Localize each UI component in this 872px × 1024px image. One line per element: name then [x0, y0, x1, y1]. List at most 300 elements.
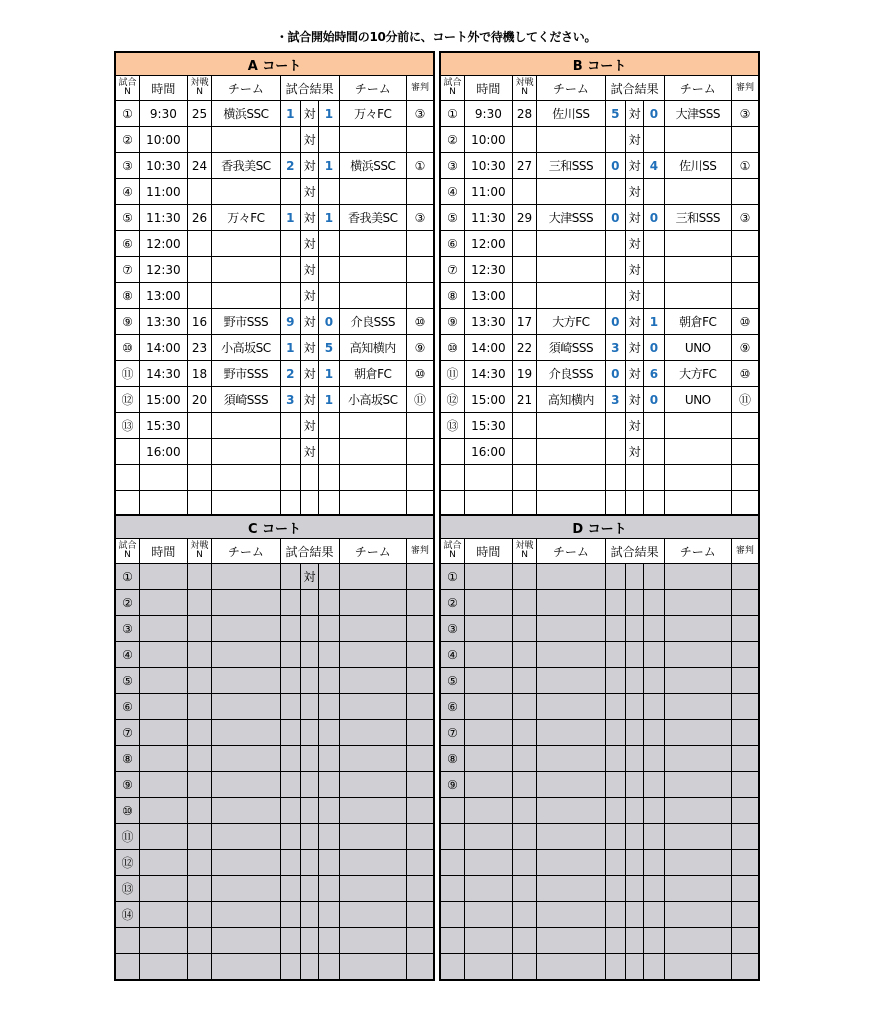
vs-cell: 対	[300, 205, 318, 231]
table-row	[115, 127, 434, 153]
team1-cell: 須崎SSS	[537, 335, 605, 361]
opponent-no-cell	[512, 902, 536, 928]
table-row	[440, 257, 759, 283]
vs-cell	[625, 720, 643, 746]
match-no-cell: ⑩	[115, 798, 139, 824]
score1-cell	[605, 954, 625, 981]
table-row	[440, 309, 759, 335]
opponent-no-cell	[512, 179, 536, 205]
referee-cell	[406, 231, 434, 257]
header-time: 時間	[464, 539, 512, 564]
team2-cell	[664, 257, 731, 283]
time-cell: 12:30	[464, 257, 512, 283]
score1-cell	[280, 928, 300, 954]
score1-cell	[605, 616, 625, 642]
opponent-no-cell	[187, 772, 211, 798]
time-cell	[464, 564, 512, 590]
court-d-table	[439, 514, 760, 981]
score1-cell	[605, 850, 625, 876]
team1-cell	[537, 465, 605, 491]
team1-cell	[537, 694, 605, 720]
team1-cell	[537, 413, 605, 439]
team2-cell	[664, 772, 731, 798]
time-cell: 15:00	[464, 387, 512, 413]
team2-cell	[664, 616, 731, 642]
score2-cell	[319, 876, 339, 902]
score1-cell	[605, 590, 625, 616]
score1-cell	[280, 720, 300, 746]
team2-cell: 高知横内	[339, 335, 406, 361]
opponent-no-cell	[187, 668, 211, 694]
table-row	[115, 231, 434, 257]
score1-cell	[605, 439, 625, 465]
team1-cell	[212, 824, 280, 850]
vs-cell	[300, 850, 318, 876]
opponent-no-cell	[512, 876, 536, 902]
table-row	[440, 772, 759, 798]
score2-cell	[644, 668, 664, 694]
time-cell	[139, 616, 187, 642]
team2-cell	[664, 564, 731, 590]
referee-cell	[406, 590, 434, 616]
table-row	[440, 153, 759, 179]
opponent-no-cell	[512, 668, 536, 694]
team2-cell: 大方FC	[664, 361, 731, 387]
referee-cell	[406, 954, 434, 981]
table-row	[115, 335, 434, 361]
referee-cell: ⑨	[731, 335, 759, 361]
team1-cell	[537, 668, 605, 694]
vs-cell: 対	[625, 101, 643, 127]
referee-cell	[406, 720, 434, 746]
score2-cell	[644, 694, 664, 720]
time-cell: 13:30	[139, 309, 187, 335]
team2-cell: 朝倉FC	[339, 361, 406, 387]
team2-cell	[339, 616, 406, 642]
table-row	[440, 179, 759, 205]
score2-cell	[644, 902, 664, 928]
opponent-no-cell	[512, 413, 536, 439]
score1-cell	[280, 642, 300, 668]
opponent-no-cell	[187, 824, 211, 850]
header-team: チーム	[339, 76, 406, 101]
match-no-cell: ⑦	[440, 257, 464, 283]
referee-cell	[731, 824, 759, 850]
referee-cell	[731, 720, 759, 746]
vs-cell	[625, 928, 643, 954]
vs-cell	[300, 694, 318, 720]
referee-cell	[406, 746, 434, 772]
score1-cell	[605, 413, 625, 439]
table-row	[115, 309, 434, 335]
team1-cell: 野市SSS	[212, 361, 280, 387]
opponent-no-cell	[512, 720, 536, 746]
time-cell: 11:00	[464, 179, 512, 205]
team2-cell: 佐川SS	[664, 153, 731, 179]
team2-cell	[339, 824, 406, 850]
opponent-no-cell: 16	[187, 309, 211, 335]
score2-cell: 4	[644, 153, 664, 179]
referee-cell: ⑨	[406, 335, 434, 361]
score1-cell	[280, 439, 300, 465]
court-title: A コート	[115, 52, 434, 76]
time-cell	[464, 928, 512, 954]
notice-text: ・試合開始時間の10分前に、コート外で待機してください。	[275, 30, 597, 44]
score1-cell	[605, 928, 625, 954]
time-cell	[139, 564, 187, 590]
team2-cell	[664, 720, 731, 746]
opponent-no-cell	[187, 798, 211, 824]
opponent-no-cell	[512, 231, 536, 257]
time-cell	[464, 694, 512, 720]
opponent-no-cell	[187, 616, 211, 642]
score1-cell	[280, 746, 300, 772]
score2-cell	[319, 798, 339, 824]
score1-cell: 3	[605, 387, 625, 413]
team2-cell	[664, 798, 731, 824]
referee-cell	[406, 564, 434, 590]
opponent-no-cell	[187, 954, 211, 981]
referee-cell	[731, 413, 759, 439]
score2-cell: 1	[644, 309, 664, 335]
time-cell	[139, 642, 187, 668]
vs-cell	[625, 616, 643, 642]
score1-cell: 0	[605, 309, 625, 335]
vs-cell	[625, 954, 643, 981]
time-cell: 13:00	[139, 283, 187, 309]
score1-cell	[280, 954, 300, 981]
team1-cell	[212, 798, 280, 824]
team2-cell: UNO	[664, 335, 731, 361]
match-no-cell: ③	[115, 153, 139, 179]
referee-cell	[731, 127, 759, 153]
opponent-no-cell	[187, 876, 211, 902]
time-cell: 15:00	[139, 387, 187, 413]
team1-cell	[212, 720, 280, 746]
score1-cell	[605, 746, 625, 772]
table-row	[440, 850, 759, 876]
team2-cell	[664, 850, 731, 876]
score1-cell: 1	[280, 335, 300, 361]
opponent-no-cell	[512, 257, 536, 283]
team2-cell: 三和SSS	[664, 205, 731, 231]
vs-cell	[300, 824, 318, 850]
table-row	[440, 590, 759, 616]
time-cell	[139, 928, 187, 954]
team2-cell	[664, 954, 731, 981]
score1-cell: 3	[280, 387, 300, 413]
header-referee: 審判	[731, 539, 759, 564]
match-no-cell: ⑦	[115, 720, 139, 746]
table-row	[115, 928, 434, 954]
score1-cell	[280, 590, 300, 616]
time-cell	[464, 902, 512, 928]
opponent-no-cell	[187, 720, 211, 746]
referee-cell	[406, 824, 434, 850]
match-no-cell	[440, 876, 464, 902]
opponent-no-cell: 29	[512, 205, 536, 231]
referee-cell	[406, 876, 434, 902]
vs-cell: 対	[625, 413, 643, 439]
match-no-cell: ⑩	[440, 335, 464, 361]
time-cell	[139, 668, 187, 694]
referee-cell	[731, 590, 759, 616]
score2-cell: 1	[319, 101, 339, 127]
score1-cell	[280, 616, 300, 642]
team1-cell	[212, 668, 280, 694]
time-cell	[139, 720, 187, 746]
header-team: チーム	[537, 539, 605, 564]
opponent-no-cell	[512, 616, 536, 642]
table-row	[440, 101, 759, 127]
opponent-no-cell	[512, 850, 536, 876]
team1-cell	[212, 231, 280, 257]
team1-cell	[537, 564, 605, 590]
team1-cell: 香我美SC	[212, 153, 280, 179]
vs-cell	[625, 668, 643, 694]
match-no-cell: ③	[440, 153, 464, 179]
score2-cell	[319, 590, 339, 616]
match-no-cell: ⑫	[115, 387, 139, 413]
table-row	[115, 387, 434, 413]
team1-cell	[212, 850, 280, 876]
referee-cell	[731, 772, 759, 798]
score1-cell	[605, 283, 625, 309]
table-row	[440, 876, 759, 902]
match-no-cell: ①	[115, 564, 139, 590]
team1-cell	[537, 928, 605, 954]
team2-cell	[339, 465, 406, 491]
team1-cell: 須崎SSS	[212, 387, 280, 413]
score1-cell	[605, 720, 625, 746]
referee-cell: ⑪	[731, 387, 759, 413]
score2-cell	[319, 127, 339, 153]
match-no-cell: ⑥	[115, 231, 139, 257]
team2-cell: 小高坂SC	[339, 387, 406, 413]
opponent-no-cell	[512, 694, 536, 720]
opponent-no-cell	[512, 590, 536, 616]
time-cell: 11:30	[139, 205, 187, 231]
score1-cell	[280, 413, 300, 439]
team1-cell: 大方FC	[537, 309, 605, 335]
team2-cell	[339, 746, 406, 772]
team1-cell	[537, 127, 605, 153]
match-no-cell: ⑭	[115, 902, 139, 928]
referee-cell: ③	[731, 205, 759, 231]
time-cell	[464, 746, 512, 772]
team1-cell	[212, 642, 280, 668]
header-match-no: 試合N	[440, 76, 464, 101]
table-row	[115, 642, 434, 668]
team2-cell: 介良SSS	[339, 309, 406, 335]
team1-cell: 小高坂SC	[212, 335, 280, 361]
opponent-no-cell	[187, 694, 211, 720]
referee-cell	[731, 257, 759, 283]
score2-cell	[319, 642, 339, 668]
table-row	[440, 439, 759, 465]
team2-cell	[339, 283, 406, 309]
team1-cell	[537, 439, 605, 465]
match-no-cell: ⑥	[440, 694, 464, 720]
team2-cell: 朝倉FC	[664, 309, 731, 335]
opponent-no-cell	[187, 465, 211, 491]
score2-cell: 0	[644, 205, 664, 231]
time-cell: 14:30	[139, 361, 187, 387]
vs-cell: 対	[300, 309, 318, 335]
time-cell: 15:30	[139, 413, 187, 439]
table-row	[115, 439, 434, 465]
opponent-no-cell	[512, 746, 536, 772]
table-row	[115, 902, 434, 928]
opponent-no-cell: 23	[187, 335, 211, 361]
opponent-no-cell	[512, 465, 536, 491]
referee-cell	[406, 257, 434, 283]
team1-cell	[537, 720, 605, 746]
table-row	[440, 335, 759, 361]
table-row	[440, 798, 759, 824]
time-cell	[464, 668, 512, 694]
team1-cell	[212, 179, 280, 205]
opponent-no-cell	[512, 928, 536, 954]
referee-cell	[406, 772, 434, 798]
time-cell: 9:30	[139, 101, 187, 127]
team1-cell	[537, 616, 605, 642]
team1-cell	[537, 902, 605, 928]
team2-cell	[339, 954, 406, 981]
vs-cell	[300, 876, 318, 902]
opponent-no-cell	[187, 231, 211, 257]
time-cell: 12:00	[139, 231, 187, 257]
time-cell: 14:00	[139, 335, 187, 361]
score2-cell	[319, 746, 339, 772]
team1-cell	[212, 772, 280, 798]
time-cell: 14:30	[464, 361, 512, 387]
match-no-cell: ⑥	[115, 694, 139, 720]
team1-cell	[537, 257, 605, 283]
referee-cell: ③	[731, 101, 759, 127]
time-cell: 15:30	[464, 413, 512, 439]
table-row	[115, 205, 434, 231]
match-no-cell	[440, 824, 464, 850]
referee-cell	[731, 876, 759, 902]
score2-cell	[644, 127, 664, 153]
score2-cell	[644, 642, 664, 668]
opponent-no-cell	[187, 642, 211, 668]
table-row	[440, 824, 759, 850]
opponent-no-cell: 18	[187, 361, 211, 387]
match-no-cell: ①	[440, 564, 464, 590]
opponent-no-cell	[187, 590, 211, 616]
vs-cell: 対	[625, 283, 643, 309]
time-cell	[464, 798, 512, 824]
match-no-cell	[440, 439, 464, 465]
team1-cell	[537, 850, 605, 876]
time-cell	[139, 746, 187, 772]
opponent-no-cell: 17	[512, 309, 536, 335]
team2-cell	[664, 902, 731, 928]
opponent-no-cell: 22	[512, 335, 536, 361]
opponent-no-cell	[512, 772, 536, 798]
time-cell	[464, 465, 512, 491]
score1-cell: 0	[605, 361, 625, 387]
team2-cell	[664, 413, 731, 439]
match-no-cell: ⑫	[440, 387, 464, 413]
table-row	[115, 876, 434, 902]
match-no-cell: ②	[440, 127, 464, 153]
score2-cell	[319, 283, 339, 309]
team2-cell	[339, 413, 406, 439]
team1-cell	[212, 928, 280, 954]
match-no-cell: ⑤	[115, 668, 139, 694]
team2-cell	[664, 694, 731, 720]
score2-cell: 6	[644, 361, 664, 387]
header-opp-no: 対戦N	[512, 539, 536, 564]
table-row	[440, 413, 759, 439]
opponent-no-cell: 25	[187, 101, 211, 127]
opponent-no-cell: 26	[187, 205, 211, 231]
team1-cell	[537, 746, 605, 772]
score1-cell: 2	[280, 153, 300, 179]
score2-cell	[319, 902, 339, 928]
time-cell	[139, 824, 187, 850]
match-no-cell: ③	[115, 616, 139, 642]
score2-cell	[319, 257, 339, 283]
match-no-cell: ⑪	[440, 361, 464, 387]
referee-cell	[731, 564, 759, 590]
referee-cell	[731, 954, 759, 981]
referee-cell	[731, 694, 759, 720]
referee-cell	[406, 902, 434, 928]
score1-cell	[280, 772, 300, 798]
vs-cell	[300, 616, 318, 642]
referee-cell	[731, 439, 759, 465]
vs-cell: 対	[625, 179, 643, 205]
vs-cell	[300, 465, 318, 491]
team1-cell	[212, 283, 280, 309]
header-result: 試合結果	[605, 76, 664, 101]
team2-cell	[664, 668, 731, 694]
header-team: チーム	[664, 76, 731, 101]
header-match-no: 試合N	[115, 76, 139, 101]
team2-cell: 香我美SC	[339, 205, 406, 231]
table-row	[440, 694, 759, 720]
time-cell: 14:00	[464, 335, 512, 361]
opponent-no-cell	[512, 798, 536, 824]
referee-cell	[406, 283, 434, 309]
score2-cell	[319, 720, 339, 746]
match-no-cell: ⑤	[440, 205, 464, 231]
opponent-no-cell	[187, 746, 211, 772]
time-cell	[139, 876, 187, 902]
vs-cell	[300, 798, 318, 824]
match-no-cell: ⑧	[115, 283, 139, 309]
referee-cell	[731, 798, 759, 824]
vs-cell	[625, 746, 643, 772]
court-a-table	[114, 51, 435, 518]
score2-cell	[319, 694, 339, 720]
score1-cell	[280, 465, 300, 491]
vs-cell: 対	[625, 309, 643, 335]
score2-cell	[644, 876, 664, 902]
score2-cell	[644, 564, 664, 590]
match-no-cell: ④	[115, 179, 139, 205]
team2-cell	[664, 876, 731, 902]
score2-cell: 1	[319, 387, 339, 413]
score1-cell: 3	[605, 335, 625, 361]
time-cell: 10:00	[139, 127, 187, 153]
table-row	[115, 153, 434, 179]
score1-cell	[605, 179, 625, 205]
